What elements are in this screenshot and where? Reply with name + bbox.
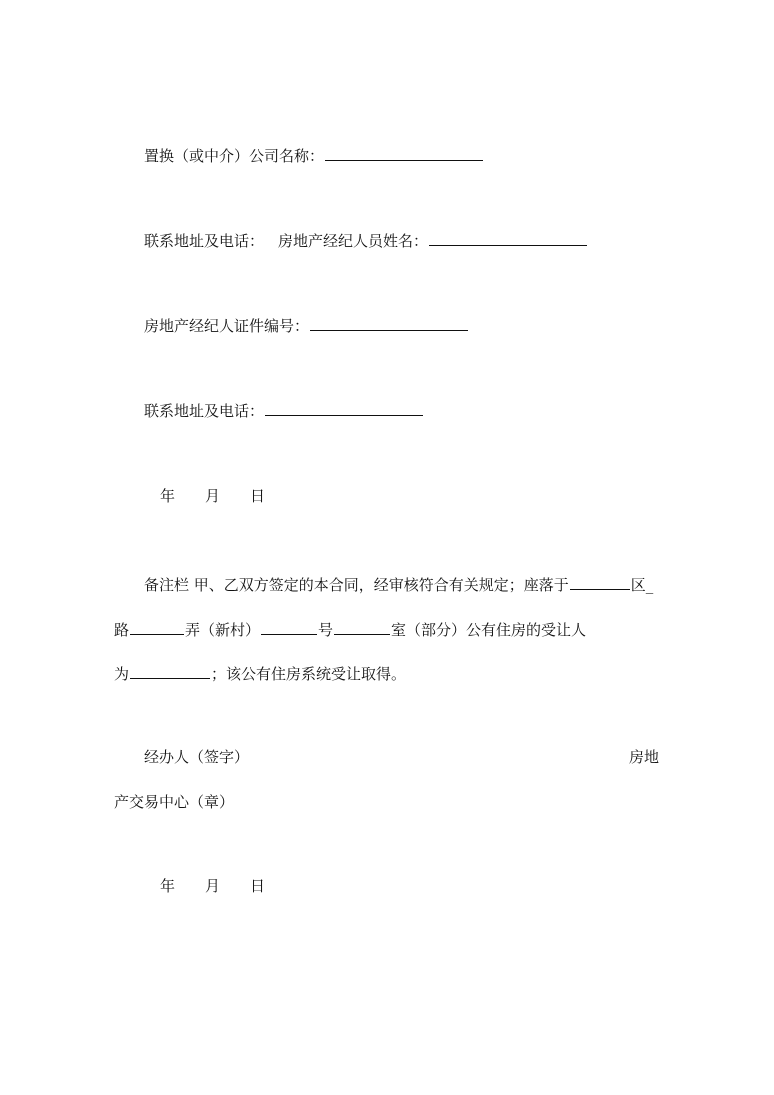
lane-blank[interactable]	[261, 618, 317, 635]
contact-agent-row	[144, 229, 588, 251]
trading-center-part1: 房地	[629, 748, 660, 766]
contact-row	[144, 399, 424, 421]
date-row	[160, 486, 265, 506]
agent-cert-row	[144, 314, 469, 336]
year-label: 年	[160, 487, 176, 505]
transferee-blank[interactable]	[130, 662, 210, 679]
agent-name-label: 房地产经纪人员姓名：	[278, 232, 429, 250]
contact-blank[interactable]	[265, 399, 423, 416]
month-label: 月	[205, 487, 221, 505]
company-name-row	[144, 144, 484, 166]
remarks-line-1	[144, 573, 653, 595]
remarks-line-2	[114, 618, 586, 640]
agent-cert-label: 房地产经纪人证件编号：	[144, 317, 310, 335]
remarks-text: 备注栏 甲、乙双方签定的本合同，经审核符合有关规定；座落于	[144, 576, 569, 594]
company-name-label: 置换（或中介）公司名称：	[144, 147, 325, 165]
trail-underscore: _	[645, 576, 654, 594]
day-label: 日	[250, 877, 266, 895]
remarks-line-3	[114, 662, 406, 684]
contact-label: 联系地址及电话：	[144, 232, 265, 250]
day-label: 日	[250, 487, 266, 505]
contact-label: 联系地址及电话：	[144, 402, 265, 420]
year-label: 年	[160, 877, 176, 895]
number-label: 号	[318, 621, 334, 639]
month-label: 月	[205, 877, 221, 895]
road-label: 路	[114, 621, 130, 639]
company-name-blank[interactable]	[325, 144, 483, 161]
as-label: 为	[114, 665, 130, 683]
agent-cert-blank[interactable]	[310, 314, 468, 331]
location-blank[interactable]	[570, 573, 630, 590]
agent-name-blank[interactable]	[429, 229, 587, 246]
district-label: 区	[630, 576, 646, 594]
number-blank[interactable]	[334, 618, 390, 635]
road-blank[interactable]	[130, 618, 184, 635]
room-label: 室（部分）公有住房的受让人	[391, 621, 587, 639]
tail-text: ；该公有住房系统受让取得。	[211, 665, 407, 683]
lane-label: 弄（新村）	[185, 621, 261, 639]
trading-center-part2: 产交易中心（章）	[114, 793, 235, 811]
date-row	[160, 876, 265, 896]
handler-signature: 经办人（签字）	[144, 748, 250, 766]
